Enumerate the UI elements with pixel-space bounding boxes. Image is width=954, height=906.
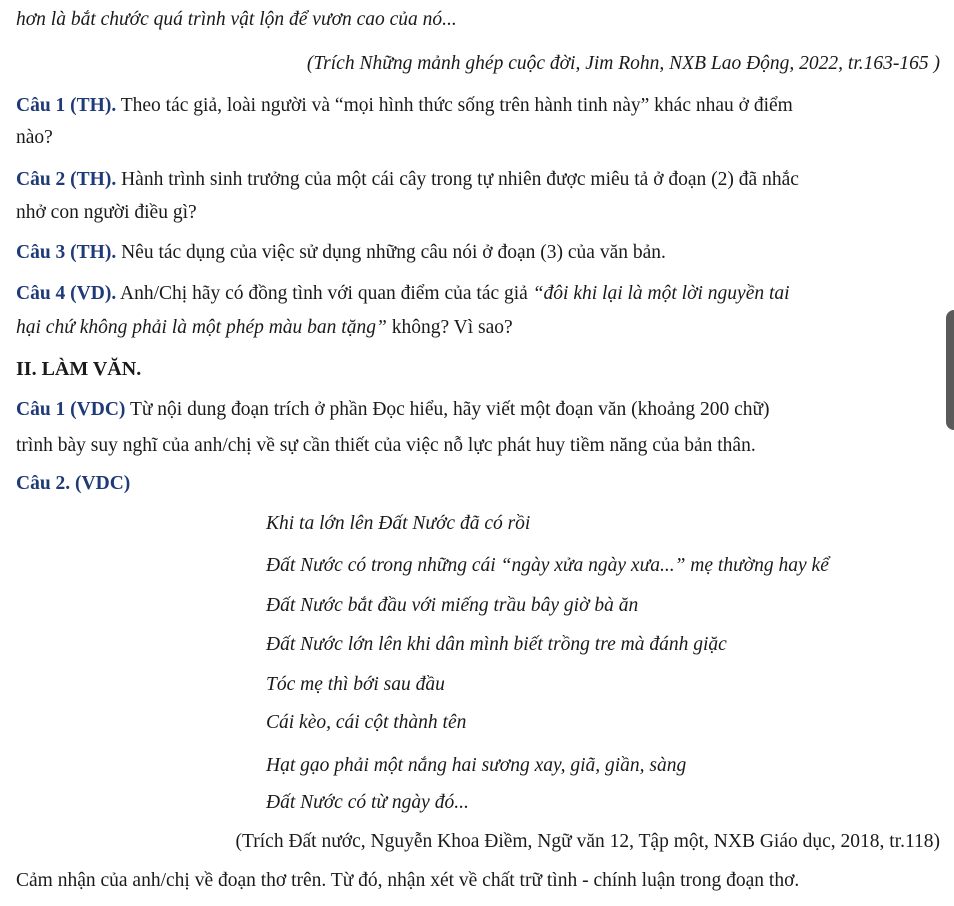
writing-question-1-label: Câu 1 (VDC) (16, 399, 126, 420)
question-2-text-line1: Hành trình sinh trưởng của một cái cây trong tự nhiên được miêu tả ở đoạn (2) đã nhắc (116, 169, 799, 190)
question-3-text: Nêu tác dụng của việc sử dụng những câu nói ở đoạn (3) của văn bản. (116, 242, 666, 263)
question-1-label: Câu 1 (TH). (16, 95, 117, 116)
final-task-text: Cảm nhận của anh/chị về đoạn thơ trên. Từ đó, nhận xét về chất trữ tình - chính luận trong đoạn thơ. (16, 870, 800, 891)
question-4-quote-line1: “đôi khi lại là một lời nguyền tai (532, 283, 790, 304)
poem-line: Hạt gạo phải một nắng hai sương xay, giã, giần, sàng (266, 755, 687, 776)
question-4-label: Câu 4 (VD). (16, 283, 117, 304)
writing-question-1-text-line1: Từ nội dung đoạn trích ở phần Đọc hiểu, hãy viết một đoạn văn (khoảng 200 chữ) (125, 399, 770, 420)
poem-line: Đất Nước bắt đầu với miếng trầu bây giờ bà ăn (266, 595, 639, 616)
poem-line: Tóc mẹ thì bới sau đầu (266, 674, 445, 695)
question-4-text-line2: không? Vì sao? (386, 317, 513, 338)
poem-line: Đất Nước có trong những cái “ngày xửa ngày xưa...” mẹ thường hay kể (266, 555, 829, 576)
poem-line: Đất Nước có từ ngày đó... (266, 792, 469, 813)
question-1 (16, 94, 940, 118)
scroll-handle[interactable] (946, 310, 954, 430)
question-4 (16, 282, 940, 306)
writing-question-1 (16, 398, 940, 422)
question-3 (16, 241, 940, 265)
source-citation-1: (Trích Những mảnh ghép cuộc đời, Jim Rohn, NXB Lao Động, 2022, tr.163-165 ) (306, 53, 940, 74)
section-heading: II. LÀM VĂN. (16, 358, 142, 380)
question-2-label: Câu 2 (TH). (16, 169, 117, 190)
poem-line: Cái kèo, cái cột thành tên (266, 712, 467, 733)
question-2 (16, 168, 940, 192)
question-1-text-line1: Theo tác giả, loài người và “mọi hình thức sống trên hành tinh này” khác nhau ở điểm (116, 95, 793, 116)
writing-question-2-label: Câu 2. (VDC) (16, 473, 131, 494)
passage-end-text: hơn là bắt chước quá trình vật lộn để vươn cao của nó... (16, 9, 457, 30)
question-4-quote-line2: hại chứ không phải là một phép màu ban tặng” (16, 317, 387, 338)
question-1-text-line2: nào? (16, 127, 53, 148)
source-citation-2: (Trích Đất nước, Nguyễn Khoa Điềm, Ngữ văn 12, Tập một, NXB Giáo dục, 2018, tr.118) (235, 831, 940, 852)
question-4-line2 (16, 316, 940, 340)
poem-line: Khi ta lớn lên Đất Nước đã có rồi (266, 513, 531, 534)
writing-question-1-text-line2: trình bày suy nghĩ của anh/chị về sự cần thiết của việc nỗ lực phát huy tiềm năng của bản thân. (16, 435, 756, 456)
poem-line: Đất Nước lớn lên khi dân mình biết trồng tre mà đánh giặc (266, 634, 727, 655)
question-2-text-line2: nhở con người điều gì? (16, 202, 197, 223)
question-3-label: Câu 3 (TH). (16, 242, 117, 263)
question-4-text-line1: Anh/Chị hãy có đồng tình với quan điểm của tác giả (116, 283, 533, 304)
